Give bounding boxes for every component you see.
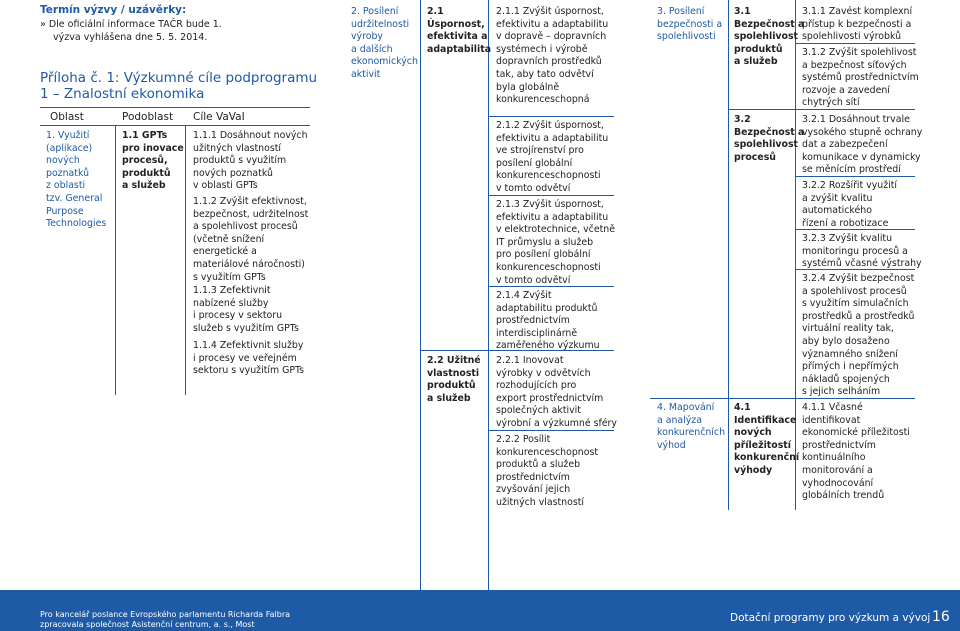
goal-2-1-3-line: v tomto odvětví: [496, 274, 571, 286]
goal-3-2-4-line: prostředků a prostředků: [802, 310, 915, 322]
oblast-1-line: 1. Využití: [46, 130, 90, 141]
goal-2-1-4-line: adaptabilitu produktů: [496, 302, 598, 314]
goal-3-2-4-line: 3.2.4 Zvýšit bezpečnost: [802, 273, 915, 284]
goal-3-2-2-line: a zvýšit kvalitu: [802, 192, 873, 204]
goal-2-1-4: [496, 290, 600, 353]
goal-3-2-2: [802, 180, 897, 230]
podoblast-3-1-line: Bezpečnost a: [734, 18, 805, 30]
goal-2-2-1-line: export prostřednictvím: [496, 392, 604, 404]
goal-2-1-1-line: tak, aby tato odvětví: [496, 68, 594, 80]
goal-3-1-2-line: rozvoje a zavedení: [802, 84, 890, 96]
podoblast-3-1: [734, 6, 804, 69]
goal-1-1-4-line: 1.1.4 Zefektivnit služby: [193, 340, 304, 351]
podoblast-4-1-line: 4.1: [734, 402, 751, 413]
goal-2-2-2-line: konkurenceschopnost: [496, 446, 599, 458]
goal-1-1-4-line: i procesy ve veřejném: [193, 352, 297, 364]
appendix-title: [40, 70, 317, 102]
goal-3-1-2-line: chytrých sítí: [802, 97, 860, 109]
podoblast-3-2: [734, 114, 804, 164]
goal-2-1-1-line: konkurenceschopná: [496, 94, 590, 106]
goal-1-1-2-line: bezpečnost, udržitelnost: [193, 208, 309, 220]
goal-2-1-2-line: konkurenceschopnosti: [496, 170, 601, 182]
oblast-4: [657, 402, 725, 452]
goal-3-2-4-line: virtuální reality tak,: [802, 323, 894, 335]
podoblast-4-1-line: Identifikace: [734, 414, 797, 426]
goal-3-1-2-line: systémů prostřednictvím: [802, 72, 919, 84]
goal-2-2-1-line: 2.2.1 Inovovat: [496, 355, 564, 366]
oblast-1-line: (aplikace): [46, 142, 93, 154]
podoblast-4-1-line: konkurenční: [734, 452, 800, 464]
goal-2-1-4-line: interdisciplinárně: [496, 327, 578, 339]
goal-2-2-2-line: produktů a služeb: [496, 459, 581, 471]
goal-2-1-3-line: konkurenceschopnosti: [496, 261, 601, 273]
podoblast-2-2-line: vlastnosti: [427, 367, 480, 379]
rule-211: [488, 116, 614, 117]
goal-2-2-2-line: zvyšování jejich: [496, 484, 571, 496]
podoblast-3-2-line: 3.2: [734, 114, 751, 125]
goal-1-1-1-line: 1.1.1 Dosáhnout nových: [193, 130, 308, 141]
goal-2-1-3-line: pro posílení globální: [496, 249, 591, 261]
oblast-2-line: ekonomických: [351, 56, 418, 68]
oblast-1-line: Technologies: [46, 218, 107, 230]
goal-2-1-1-line: v dopravě – dopravních: [496, 31, 607, 43]
page-gap-1: [333, 0, 343, 590]
goal-1-1-2-line: a spolehlivost procesů: [193, 221, 298, 233]
goal-3-2-3-line: systémů včasné výstrahy: [802, 258, 922, 270]
podoblast-2-1-line: 2.1: [427, 6, 444, 17]
goal-2-2-1-line: výrobky v odvětvích: [496, 367, 591, 379]
header-cile: Cíle VaVaI: [193, 111, 245, 123]
goal-2-1-2-line: ve strojírenství pro: [496, 145, 584, 157]
oblast-4-line: výhod: [657, 439, 686, 451]
goal-1-1-1-line: užitných vlastností: [193, 142, 282, 154]
goal-2-2-2-line: užitných vlastností: [496, 496, 585, 508]
goal-3-1-1-line: 3.1.1 Zavést komplexní: [802, 6, 913, 17]
oblast-2-line: udržitelnosti: [351, 18, 410, 30]
goal-1-1-4: [193, 340, 304, 378]
footer-credit-line-1: Pro kancelář poslance Evropského parlamentu Richarda Falbra: [40, 610, 291, 619]
goal-2-2-1-line: rozhodujících pro: [496, 380, 577, 392]
goal-1-1-3-line: nabízené služby: [193, 297, 269, 309]
goal-3-2-4-line: s jejich selháním: [802, 386, 881, 398]
goal-2-1-3-line: v elektrotechnice, včetně: [496, 224, 615, 236]
goal-1-1-4-line: sektoru s využitím GPTs: [193, 365, 305, 377]
oblast-4-line: 4. Mapování: [657, 402, 715, 413]
goal-1-1-1: [193, 130, 308, 193]
podoblast-1-1-line: 1.1 GPTs: [122, 130, 168, 141]
page-gap-2: [627, 0, 650, 590]
middle-divider-2: [488, 0, 489, 590]
podoblast-2-1-line: efektivita a: [427, 31, 488, 43]
oblast-1-line: nových: [46, 155, 80, 167]
goal-2-1-1-line: dopravních prostředků: [496, 56, 602, 68]
podoblast-4-1-line: příležitostí: [734, 439, 791, 451]
oblast-2-line: výroby: [351, 31, 383, 43]
deadline-line-1: » Dle oficiální informace TAČR bude 1.: [40, 19, 222, 30]
appendix-title-line-1: Příloha č. 1: Výzkumné cíle podprogramu: [40, 70, 318, 86]
goal-3-1-2-line: a bezpečnost síťových: [802, 59, 907, 71]
goal-2-1-4-line: zaměřeného výzkumu: [496, 340, 600, 352]
goal-1-1-1-line: nových poznatků: [193, 167, 273, 179]
goal-2-1-3-line: IT průmyslu a služeb: [496, 236, 594, 248]
goal-2-2-2-line: 2.2.2 Posílit: [496, 434, 551, 445]
goal-3-2-3-line: 3.2.3 Zvýšit kvalitu: [802, 233, 893, 244]
oblast-3-line: bezpečnosti a: [657, 18, 723, 30]
appendix-title-line-2: 1 – Znalostní ekonomika: [40, 86, 205, 102]
goal-1-1-2-line: materiálové náročnosti): [193, 258, 305, 270]
goal-3-2-4: [802, 273, 914, 399]
footer-title: Dotační programy pro výzkum a vývoj: [730, 612, 931, 624]
goal-3-2-1-line: dat a zabezpečení: [802, 139, 888, 151]
goal-3-2-2-line: automatického: [802, 205, 872, 217]
goal-4-1-1-line: vyhodnocování: [802, 477, 874, 489]
page-number: 16: [932, 609, 950, 625]
goal-3-2-2-line: řízení a robotizace: [802, 217, 889, 229]
header-bottom-rule: [40, 125, 310, 126]
podoblast-2-1-line: Úspornost,: [427, 18, 485, 30]
goal-3-2-4-line: aby bylo dosaženo: [802, 335, 890, 347]
podoblast-1-1-line: procesů,: [122, 155, 168, 167]
goal-2-1-3: [496, 199, 615, 287]
oblast-2-line: a dalších: [351, 43, 393, 55]
goal-1-1-3-line: služeb s využitím GPTs: [193, 322, 299, 334]
podoblast-4-1-line: výhody: [734, 464, 773, 476]
goal-3-1-2: [802, 47, 919, 110]
goal-2-2-1-line: výrobní a výzkumné sféry: [496, 417, 617, 429]
oblast-1-line: poznatků: [46, 167, 90, 179]
goal-2-1-4-line: 2.1.4 Zvýšit: [496, 290, 552, 301]
podoblast-3-1-line: produktů: [734, 43, 783, 55]
goal-3-2-3-line: monitoringu procesů a: [802, 245, 908, 257]
goal-3-2-1-line: komunikace v dynamicky: [802, 151, 921, 163]
goal-4-1-1-line: kontinuálního: [802, 452, 866, 464]
goal-2-1-1-line: efektivitu a adaptabilitu: [496, 18, 609, 30]
goal-2-2-1-line: společných aktivit: [496, 405, 581, 417]
oblast-2: [351, 6, 418, 82]
goal-1-1-1-line: produktů s využitím: [193, 155, 287, 167]
middle-divider-1: [420, 0, 421, 590]
oblast-2-line: 2. Posílení: [351, 6, 399, 17]
goal-3-2-2-line: 3.2.2 Rozšířit využití: [802, 180, 898, 191]
oblast-1-line: tzv. General: [46, 192, 103, 204]
goal-3-1-2-line: 3.1.2 Zvýšit spolehlivost: [802, 47, 917, 58]
podoblast-2-2-line: a služeb: [427, 392, 471, 404]
goal-1-1-3: [193, 285, 299, 335]
goal-4-1-1-line: identifikovat: [802, 414, 861, 426]
goal-2-2-2-line: prostřednictvím: [496, 471, 570, 483]
oblast-3-line: 3. Posílení: [657, 6, 705, 17]
goal-2-2-2: [496, 434, 598, 510]
goal-3-2-4-line: významného snížení: [802, 348, 898, 360]
goal-1-1-1-line: v oblasti GPTs: [193, 180, 258, 192]
right-divider-1: [728, 0, 729, 510]
podoblast-2-2-line: 2.2 Užitné: [427, 355, 481, 366]
header-top-rule: [40, 107, 310, 108]
podoblast-3-1-line: 3.1: [734, 6, 751, 17]
podoblast-4-1: [734, 402, 799, 478]
goal-2-1-1-line: byla globálně: [496, 81, 560, 93]
divider-2: [185, 125, 186, 395]
goal-1-1-3-line: i procesy v sektoru: [193, 310, 283, 322]
goal-2-1-2-line: efektivitu a adaptabilitu: [496, 132, 609, 144]
podoblast-4-1-line: nových: [734, 427, 772, 439]
goal-3-2-1: [802, 114, 922, 177]
goal-1-1-2-line: 1.1.2 Zvýšit efektivnost,: [193, 196, 307, 207]
goal-3-2-4-line: a spolehlivost procesů: [802, 285, 907, 297]
goal-1-1-3-line: 1.1.3 Zefektivnit: [193, 285, 271, 296]
header-oblast: Oblast: [50, 111, 84, 123]
goal-3-2-3: [802, 233, 922, 271]
goal-2-1-4-line: prostřednictvím: [496, 315, 570, 327]
podoblast-3-1-line: a služeb: [734, 56, 778, 68]
goal-3-1-1-line: přístup k bezpečnosti a: [802, 18, 912, 30]
goal-3-2-1-line: vysokého stupně ochrany: [802, 126, 923, 138]
goal-3-1-1: [802, 6, 912, 44]
podoblast-3-1-line: spolehlivost: [734, 31, 799, 43]
oblast-1-line: z oblasti: [46, 180, 86, 192]
goal-3-2-4-line: nákladů spojených: [802, 373, 890, 385]
oblast-1-line: Purpose: [46, 205, 84, 217]
deadline-line-2: výzva vyhlášena dne 5. 5. 2014.: [53, 32, 208, 43]
goal-2-1-3-line: 2.1.3 Zvýšit úspornost,: [496, 199, 604, 210]
oblast-3-line: spolehlivosti: [657, 31, 716, 43]
podoblast-1-1-line: produktů: [122, 167, 171, 179]
goal-2-1-1-line: systémech i výrobě: [496, 43, 588, 55]
goal-1-1-2-line: energetické a: [193, 246, 257, 258]
podoblast-2-1-line: adaptabilita: [427, 43, 492, 55]
divider-1: [115, 125, 116, 395]
goal-1-1-2-line: s využitím GPTs: [193, 271, 266, 283]
oblast-4-line: a analýza: [657, 414, 702, 426]
footer-credit-line-2: zpracovala společnost Asistenční centrum, a. s., Most: [40, 620, 255, 629]
podoblast-1-1-line: a služeb: [122, 180, 166, 192]
podoblast-1-1-line: pro inovace: [122, 142, 184, 154]
oblast-3: [657, 6, 722, 44]
goal-2-1-1: [496, 6, 608, 107]
podoblast-2-2: [427, 355, 481, 405]
goal-4-1-1-line: ekonomické příležitosti: [802, 427, 910, 439]
oblast-1: [46, 130, 106, 231]
goal-2-1-1-line: 2.1.1 Zvýšit úspornost,: [496, 6, 604, 17]
goal-2-1-2-line: 2.1.2 Zvýšit úspornost,: [496, 120, 604, 131]
goal-4-1-1-line: 4.1.1 Včasné: [802, 402, 863, 413]
goal-3-2-1-line: se měnícím prostředí: [802, 164, 901, 176]
goal-2-1-3-line: efektivitu a adaptabilitu: [496, 211, 609, 223]
goal-4-1-1-line: globálních trendů: [802, 490, 885, 502]
goal-2-1-2-line: v tomto odvětví: [496, 182, 571, 194]
goal-4-1-1-line: monitorování a: [802, 464, 873, 476]
podoblast-2-1: [427, 6, 491, 56]
header-podoblast: Podoblast: [122, 111, 174, 123]
podoblast-3-2-line: procesů: [734, 151, 776, 163]
goal-3-1-1-line: spolehlivosti výrobků: [802, 31, 902, 43]
goal-1-1-2: [193, 196, 308, 284]
goal-4-1-1: [802, 402, 910, 503]
footer-credit: [40, 610, 290, 630]
goal-2-1-2-line: posílení globální: [496, 157, 573, 169]
goal-1-1-2-line: (včetně snížení: [193, 233, 265, 245]
podoblast-2-2-line: produktů: [427, 380, 476, 392]
goal-3-2-1-line: 3.2.1 Dosáhnout trvale: [802, 114, 910, 125]
podoblast-3-2-line: Bezpečnost a: [734, 126, 805, 138]
oblast-2-line: aktivit: [351, 68, 381, 80]
oblast-4-line: konkurenčních: [657, 427, 726, 439]
goal-2-2-1: [496, 355, 617, 431]
goal-3-2-4-line: přímých i nepřímých: [802, 361, 899, 373]
podoblast-3-2-line: spolehlivost: [734, 139, 799, 151]
goal-4-1-1-line: prostřednictvím: [802, 439, 876, 451]
deadline-heading: Termín výzvy / uzávěrky:: [40, 4, 187, 16]
goal-2-1-2: [496, 120, 608, 196]
goal-3-2-4-line: s využitím simulačních: [802, 298, 909, 310]
podoblast-1-1: [122, 130, 184, 193]
